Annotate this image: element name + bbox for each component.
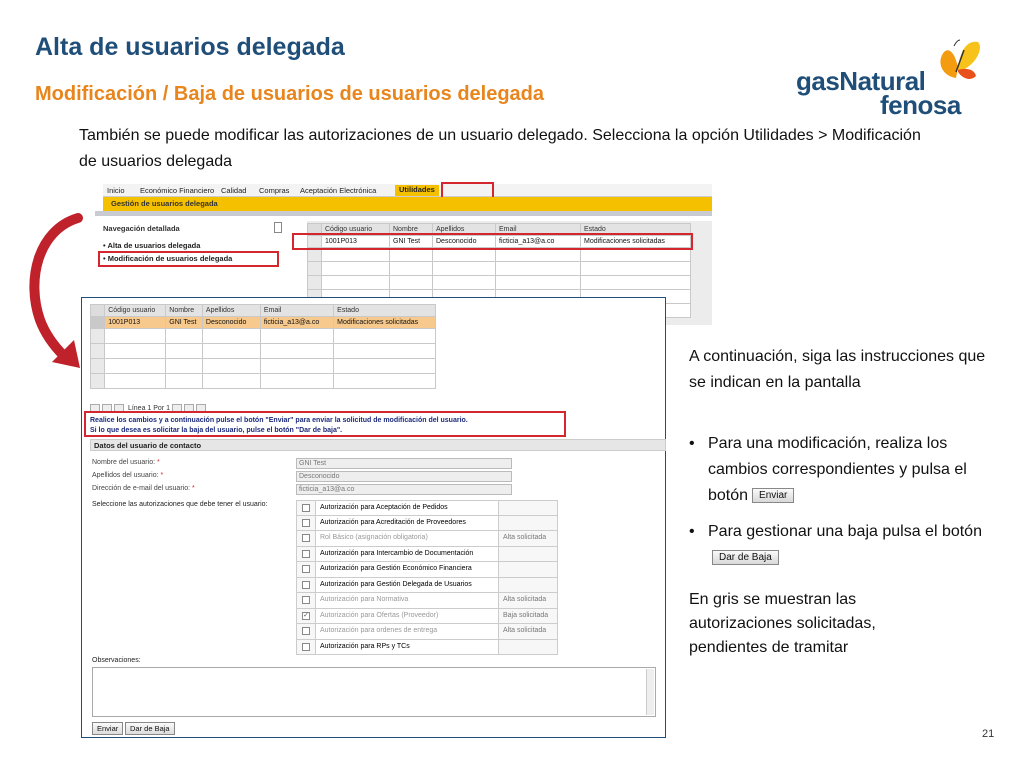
selected-user-table — [90, 304, 436, 389]
cell-estado: Modificaciones solicitadas — [581, 236, 691, 248]
permission-checkbox[interactable] — [302, 643, 310, 651]
menu-item-inicio[interactable]: Inicio — [107, 186, 125, 195]
unsubscribe-button-sample: Dar de Baja — [712, 550, 779, 565]
toolbar-divider — [95, 211, 712, 216]
contact-section-title: Datos del usuario de contacto — [94, 441, 202, 450]
permission-row[interactable]: Autorización para Intercambio de Documentación — [296, 547, 558, 563]
contact-section-bar — [90, 439, 666, 451]
col-header-email: Email — [496, 224, 581, 236]
observations-scrollbar[interactable] — [646, 669, 654, 715]
slide-subtitle: Modificación / Baja de usuarios de usuarios delegada — [35, 83, 545, 105]
section-title: Gestión de usuarios delegada — [111, 199, 218, 208]
field-label-nombre: Nombre del usuario: * — [92, 459, 160, 466]
menu-item-economico[interactable]: Económico Financiero — [140, 186, 215, 195]
cell-codigo: 1001P013 — [105, 317, 166, 329]
observations-label: Observaciones: — [92, 657, 141, 664]
instructions-intro: A continuación, siga las instrucciones que se indican en la pantalla — [689, 348, 986, 391]
permission-row[interactable]: Autorización para Gestión Económico Financiera — [296, 562, 558, 578]
nav-collapse-icon[interactable] — [274, 222, 282, 233]
col-header-apellidos: Apellidos — [202, 305, 260, 317]
nav-item-alta[interactable]: • Alta de usuarios delegada — [103, 241, 201, 250]
logo-text-fenosa: fenosa — [880, 90, 961, 120]
highlight-modificacion — [98, 251, 279, 267]
col-header-email: Email — [260, 305, 333, 317]
section-title-bar — [103, 197, 712, 211]
permissions-label: Seleccione las autorizaciones que debe tener el usuario: — [92, 501, 268, 508]
permission-row[interactable]: Autorización para Acreditación de Proveedores — [296, 516, 558, 532]
permission-row: Autorización para ordenes de entrega Alta solicitada — [296, 624, 558, 640]
bullet-baja-text: Para gestionar una baja pulsa el botón — [708, 523, 982, 540]
bullet-modificacion: • Para una modificación, realiza los cambios correspondientes y pulsa el botón Enviar — [689, 435, 967, 504]
col-header-apellidos: Apellidos — [433, 224, 496, 236]
intro-text: También se puede modificar las autorizaciones de un usuario delegado. Selecciona la opción Utilidades > Modificación de usuarios delegada — [79, 127, 921, 170]
permission-checkbox — [302, 627, 310, 635]
apellidos-field[interactable]: Desconocido — [296, 471, 512, 482]
menu-item-compras[interactable]: Compras — [259, 186, 290, 195]
cell-nombre: GNI Test — [390, 236, 433, 248]
table-row[interactable] — [91, 317, 436, 329]
permission-checkbox[interactable] — [302, 550, 310, 558]
nav-title: Navegación detallada — [103, 224, 180, 233]
cell-apellidos: Desconocido — [202, 317, 260, 329]
col-header-nombre: Nombre — [166, 305, 203, 317]
bullet-modificacion-text: Para una modificación, realiza los cambios correspondientes y pulsa el botón — [708, 435, 967, 504]
butterfly-icon — [934, 38, 984, 84]
notice-line-1: Realice los cambios y a continuación pulse el botón "Enviar" para enviar la solicitud de modificación del usuario. — [90, 417, 468, 424]
col-header-nombre: Nombre — [390, 224, 433, 236]
col-header-codigo: Código usuario — [105, 305, 166, 317]
permission-row[interactable]: Autorización para RPs y TCs — [296, 640, 558, 656]
menu-item-calidad[interactable]: Calidad — [221, 186, 247, 195]
bullet-baja: • Para gestionar una baja pulsa el botónDar de Baja — [689, 523, 982, 564]
unsubscribe-button[interactable]: Dar de Baja — [125, 722, 175, 735]
permission-checkbox — [302, 596, 310, 604]
send-button-sample: Enviar — [752, 488, 794, 503]
logo-text-gasnatural: gasNatural — [796, 66, 926, 96]
field-label-email: Dirección de e-mail del usuario: * — [92, 485, 195, 492]
notice-line-2: Si lo que desea es solicitar la baja del usuario, pulse el botón "Dar de baja". — [90, 427, 343, 434]
col-header-estado: Estado — [581, 224, 691, 236]
field-label-apellidos: Apellidos del usuario: * — [92, 472, 164, 479]
page-number: 21 — [982, 728, 995, 740]
permission-row[interactable]: Autorización para Gestión Delegada de Usuarios — [296, 578, 558, 594]
nombre-field[interactable]: GNI Test — [296, 458, 512, 469]
portal-screenshot-form — [81, 297, 666, 738]
gray-note: En gris se muestran las autorizaciones solicitadas, pendientes de tramitar — [689, 591, 876, 656]
menu-item-utilidades[interactable]: Utilidades — [395, 185, 439, 196]
slide-title: Alta de usuarios delegada — [35, 33, 345, 61]
permission-row[interactable]: Autorización para Aceptación de Pedidos — [296, 500, 558, 516]
observations-textarea[interactable] — [92, 667, 656, 717]
permissions-list — [296, 500, 558, 655]
send-button[interactable]: Enviar — [92, 722, 123, 735]
col-header-codigo: Código usuario — [322, 224, 390, 236]
permission-checkbox[interactable] — [302, 565, 310, 573]
cell-email: ficticia_a13@a.co — [496, 236, 581, 248]
nav-item-modificacion[interactable]: • Modificación de usuarios delegada — [103, 254, 233, 263]
cell-apellidos: Desconocido — [433, 236, 496, 248]
highlight-notice — [84, 411, 566, 437]
cell-nombre: GNI Test — [166, 317, 203, 329]
email-field[interactable]: ficticia_a13@a.co — [296, 484, 512, 495]
permission-row: ✓ Autorización para Ofertas (Proveedor) Baja solicitada — [296, 609, 558, 625]
company-logo — [796, 38, 986, 124]
permission-row: Rol Básico (asignación obligatoria) Alta solicitada — [296, 531, 558, 547]
curved-arrow-icon — [18, 210, 88, 370]
cell-email: ficticia_a13@a.co — [260, 317, 333, 329]
highlight-table-row — [292, 233, 693, 250]
cell-estado: Modificaciones solicitadas — [334, 317, 436, 329]
menu-item-aceptacion[interactable]: Aceptación Electrónica — [300, 186, 377, 195]
pager-text: Línea 1 Por 1 — [127, 404, 170, 412]
permission-checkbox — [302, 534, 310, 542]
cell-codigo: 1001P013 — [322, 236, 390, 248]
menu-bar — [103, 184, 712, 197]
permission-row: Autorización para Normativa Alta solicitada — [296, 593, 558, 609]
permission-checkbox-checked: ✓ — [303, 611, 309, 619]
permission-checkbox[interactable] — [302, 504, 310, 512]
permission-checkbox[interactable] — [302, 519, 310, 527]
permission-checkbox[interactable] — [302, 581, 310, 589]
col-header-estado: Estado — [334, 305, 436, 317]
